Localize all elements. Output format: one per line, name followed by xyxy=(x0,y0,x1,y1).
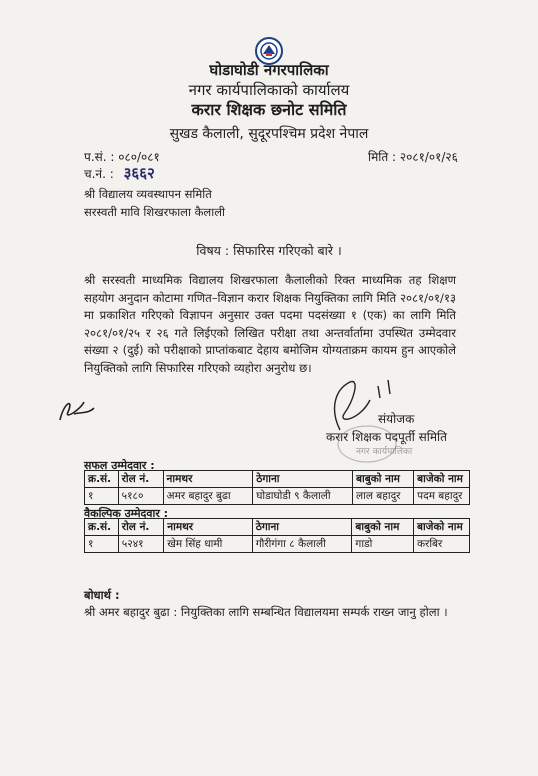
col-roll: रोल नं. xyxy=(118,471,163,488)
col-address: ठेगाना xyxy=(252,519,352,536)
col-serial: क्र.सं. xyxy=(85,519,119,536)
stamp-text: नगर कार्यपालिका xyxy=(356,447,413,457)
col-name: नामथर xyxy=(164,519,252,536)
cell-name: अमर बहादुर बुढा xyxy=(163,488,253,505)
header-address: सुखड कैलाली, सुदूरपश्चिम प्रदेश नेपाल xyxy=(169,126,369,142)
cell-serial: १ xyxy=(85,536,119,553)
letter-body: श्री सरस्वती माध्यमिक विद्यालय शिखरफाला कैलालीको रिक्त माध्यमिक तह शिक्षण सहयोग अनुदान कोटामा गणित–विज्ञान करार शिक्षक नियुक्तिका लागि मिति २०८१/०१/१३ मा प्रकाशित गरिएको विज्ञापन अनुसार उक्त पदमा पदसंख्या १ (एक) का लागि मिति २०८१/०१/२५ र २६ गते लिईएको लिखित परीक्षा तथा अन्तर्वार्तामा उपस्थित उम्मेदवार संख्या २ (दुई) को परीक्षाको प्राप्तांकबाट देहाय बमोजिम योग्यताक्रम कायम हुन आएकोले नियुक्तिको लागि सिफारिस गरिएको व्यहोरा अनुरोध छ। xyxy=(84,273,456,375)
successful-table xyxy=(84,470,470,505)
signature-committee: करार शिक्षक पदपूर्ती समिति xyxy=(326,430,447,444)
addressee-line-2: सरस्वती मावि शिखरफाला कैलाली xyxy=(84,205,225,219)
col-roll: रोल नं. xyxy=(118,519,163,536)
left-signature-icon xyxy=(54,392,98,426)
col-serial: क्र.सं. xyxy=(85,471,119,488)
cell-grandfather: पदम बहादुर xyxy=(414,488,470,505)
col-father: बाबुको नाम xyxy=(352,471,413,488)
col-grandfather: बाजेको नाम xyxy=(414,471,470,488)
chalani-value: ३६६२ xyxy=(123,164,155,182)
cell-roll: ५२४१ xyxy=(118,536,163,553)
cell-roll: ५१८० xyxy=(118,488,163,505)
col-name: नामथर xyxy=(163,471,253,488)
table-header-row xyxy=(85,519,470,536)
cell-name: खेम सिंह धामी xyxy=(164,536,252,553)
table-row xyxy=(85,488,470,505)
col-address: ठेगाना xyxy=(253,471,353,488)
successful-label: सफल उम्मेदवार : xyxy=(84,459,155,472)
chalani-label: च.नं. : xyxy=(84,167,114,181)
alternate-label: वैकल्पिक उम्मेदवार : xyxy=(84,507,169,520)
note-text: श्री अमर बहादुर बुढा : नियुक्तिका लागि सम्बन्धित विद्यालयमा सम्पर्क राख्न जानु होला । xyxy=(84,605,448,619)
subject-line: विषय : सिफारिस गरिएको बारे । xyxy=(196,243,342,258)
signature-title: संयोजक xyxy=(378,412,415,426)
table-header-row xyxy=(85,471,470,488)
cell-serial: १ xyxy=(85,488,119,505)
col-father: बाबुको नाम xyxy=(352,519,414,536)
addressee-line-1: श्री विद्यालय व्यवस्थापन समिति xyxy=(84,187,212,201)
cell-address: घोडाघोडी ९ कैलाली xyxy=(253,488,353,505)
patra-sankhya: प.सं. : ०८०/०८१ xyxy=(84,150,160,164)
header-municipality: घोडाघोडी नगरपालिका xyxy=(209,61,329,79)
header-committee: करार शिक्षक छनोट समिति xyxy=(191,100,347,119)
letter-date: मिति : २०८१/०१/२६ xyxy=(368,150,458,164)
cell-address: गौरीगंगा ८ कैलाली xyxy=(252,536,352,553)
header-office: नगर कार्यपालिकाको कार्यालय xyxy=(188,81,350,99)
cell-father: गाडो xyxy=(352,536,414,553)
col-grandfather: बाजेको नाम xyxy=(413,519,469,536)
cell-father: लाल बहादुर xyxy=(352,488,413,505)
alternate-table xyxy=(84,518,470,553)
cell-grandfather: करबिर xyxy=(413,536,469,553)
chalani-number xyxy=(84,163,155,183)
note-title: बोधार्थ : xyxy=(84,588,120,602)
table-row xyxy=(85,536,470,553)
